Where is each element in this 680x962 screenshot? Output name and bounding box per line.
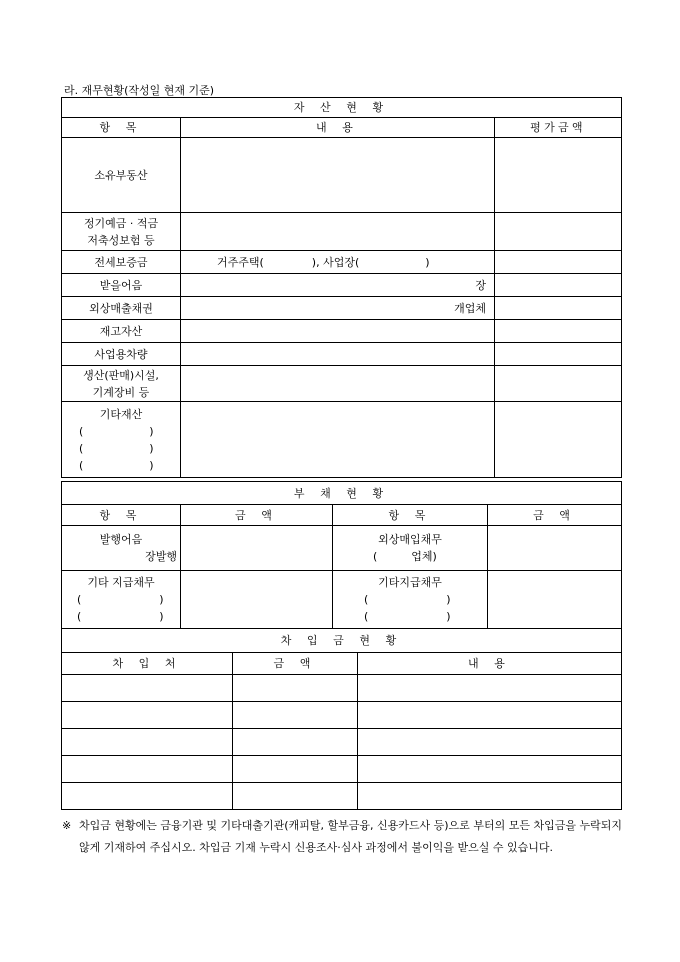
row-label-lease-deposit: 전세보증금 <box>62 251 181 274</box>
real-estate-value-cell[interactable] <box>495 138 622 213</box>
footnote-text: 차입금 현황에는 금융기관 및 기타대출기관(캐피탈, 할부금융, 신용카드사 등)으로 부터의 모든 차입금을 누락되지 않게 기재하여 주십시오. 차입금 기재 누락시 신용조사·심사 과정에서 불이익을 받으실 수 있습니다. <box>79 819 622 854</box>
section-heading: 라. 재무현황(작성일 현재 기준) <box>64 84 215 97</box>
liabilities-header-item-2: 항 목 <box>333 505 488 526</box>
liabilities-table <box>61 481 622 629</box>
loan-amount-cell[interactable] <box>233 783 358 810</box>
other-assets-paren-3[interactable]: ( ) <box>79 458 154 472</box>
row-label-real-estate: 소유부동산 <box>62 138 181 213</box>
accounts-receivable-content-cell[interactable] <box>181 297 495 320</box>
row-label-deposits <box>62 213 181 251</box>
accounts-payable-unit-line[interactable]: ( 업체) <box>373 550 437 563</box>
liabilities-header-item-1: 항 목 <box>62 505 181 526</box>
loan-lender-cell[interactable] <box>62 783 233 810</box>
assets-title: 자 산 현 황 <box>62 98 622 118</box>
loan-lender-cell[interactable] <box>62 756 233 783</box>
lease-end-paren: ) <box>425 255 430 269</box>
facilities-content-cell[interactable] <box>181 366 495 402</box>
other-payable-left-label: 기타 지급채무 <box>87 576 155 589</box>
accounts-receivable-value-cell[interactable] <box>495 297 622 320</box>
vehicles-value-cell[interactable] <box>495 343 622 366</box>
row-label-notes-receivable: 받을어음 <box>62 274 181 297</box>
loan-amount-cell[interactable] <box>233 729 358 756</box>
other-payable-left-paren-2[interactable]: ( ) <box>77 610 164 623</box>
loan-content-cell[interactable] <box>358 756 622 783</box>
loans-header-content: 내 용 <box>358 653 622 675</box>
loan-lender-cell[interactable] <box>62 702 233 729</box>
row-label-facilities <box>62 366 181 402</box>
other-assets-paren-1[interactable]: ( ) <box>79 424 154 438</box>
deposits-value-cell[interactable] <box>495 213 622 251</box>
deposits-content-cell[interactable] <box>181 213 495 251</box>
lease-residence-label: 거주주택( <box>217 255 264 269</box>
vehicles-content-cell[interactable] <box>181 343 495 366</box>
accounts-payable-label: 외상매입채무 <box>378 533 442 546</box>
row-label-other-payable-right <box>333 571 488 629</box>
other-payable-left-amount-cell[interactable] <box>181 571 333 629</box>
inventory-content-cell[interactable] <box>181 320 495 343</box>
loan-content-cell[interactable] <box>358 675 622 702</box>
liabilities-header-amount-1: 금 액 <box>181 505 333 526</box>
other-assets-content-cell[interactable] <box>181 402 495 478</box>
notes-payable-unit: 장발행 <box>145 550 177 563</box>
other-payable-right-amount-cell[interactable] <box>488 571 622 629</box>
other-assets-label: 기타재산 <box>99 407 143 421</box>
loan-amount-cell[interactable] <box>233 702 358 729</box>
lease-deposit-content-cell[interactable] <box>181 251 495 274</box>
facilities-line1: 생산(판매)시설, <box>83 368 159 382</box>
notes-receivable-unit: 장 <box>475 278 486 292</box>
accounts-payable-amount-cell[interactable] <box>488 526 622 571</box>
footnote <box>62 815 622 859</box>
reference-mark-icon: ※ <box>62 819 72 832</box>
assets-header-content: 내 용 <box>181 118 495 138</box>
deposits-line2: 저축성보험 등 <box>87 233 155 247</box>
other-assets-value-cell[interactable] <box>495 402 622 478</box>
other-assets-paren-2[interactable]: ( ) <box>79 441 154 455</box>
notes-payable-label: 발행어음 <box>99 533 143 546</box>
assets-header-item: 항 목 <box>62 118 181 138</box>
loan-lender-cell[interactable] <box>62 729 233 756</box>
loans-header-lender: 차 입 처 <box>62 653 233 675</box>
loan-content-cell[interactable] <box>358 702 622 729</box>
other-payable-right-label: 기타지급채무 <box>378 576 442 589</box>
deposits-line1: 정기예금 · 적금 <box>83 216 159 230</box>
facilities-value-cell[interactable] <box>495 366 622 402</box>
assets-table <box>61 97 622 478</box>
row-label-other-payable-left <box>62 571 181 629</box>
loan-amount-cell[interactable] <box>233 675 358 702</box>
other-payable-right-paren-2[interactable]: ( ) <box>364 610 451 623</box>
notes-payable-amount-cell[interactable] <box>181 526 333 571</box>
accounts-receivable-unit: 개업체 <box>454 301 486 315</box>
real-estate-content-cell[interactable] <box>181 138 495 213</box>
row-label-accounts-receivable: 외상매출채권 <box>62 297 181 320</box>
other-payable-right-paren-1[interactable]: ( ) <box>364 593 451 606</box>
facilities-line2: 기계장비 등 <box>92 385 150 399</box>
loans-table <box>61 628 622 810</box>
notes-receivable-content-cell[interactable] <box>181 274 495 297</box>
row-label-notes-payable <box>62 526 181 571</box>
loan-content-cell[interactable] <box>358 783 622 810</box>
row-label-other-assets <box>62 402 181 478</box>
inventory-value-cell[interactable] <box>495 320 622 343</box>
lease-business-label: ), 사업장( <box>311 255 360 269</box>
liabilities-header-amount-2: 금 액 <box>488 505 622 526</box>
loan-lender-cell[interactable] <box>62 675 233 702</box>
notes-receivable-value-cell[interactable] <box>495 274 622 297</box>
loans-header-amount: 금 액 <box>233 653 358 675</box>
lease-deposit-value-cell[interactable] <box>495 251 622 274</box>
assets-header-value: 평가금액 <box>495 118 622 138</box>
row-label-inventory: 재고자산 <box>62 320 181 343</box>
row-label-accounts-payable <box>333 526 488 571</box>
other-payable-left-paren-1[interactable]: ( ) <box>77 593 164 606</box>
liabilities-title: 부 채 현 황 <box>62 482 622 505</box>
loans-title: 차 입 금 현 황 <box>62 629 622 653</box>
loan-amount-cell[interactable] <box>233 756 358 783</box>
row-label-vehicles: 사업용차량 <box>62 343 181 366</box>
loan-content-cell[interactable] <box>358 729 622 756</box>
